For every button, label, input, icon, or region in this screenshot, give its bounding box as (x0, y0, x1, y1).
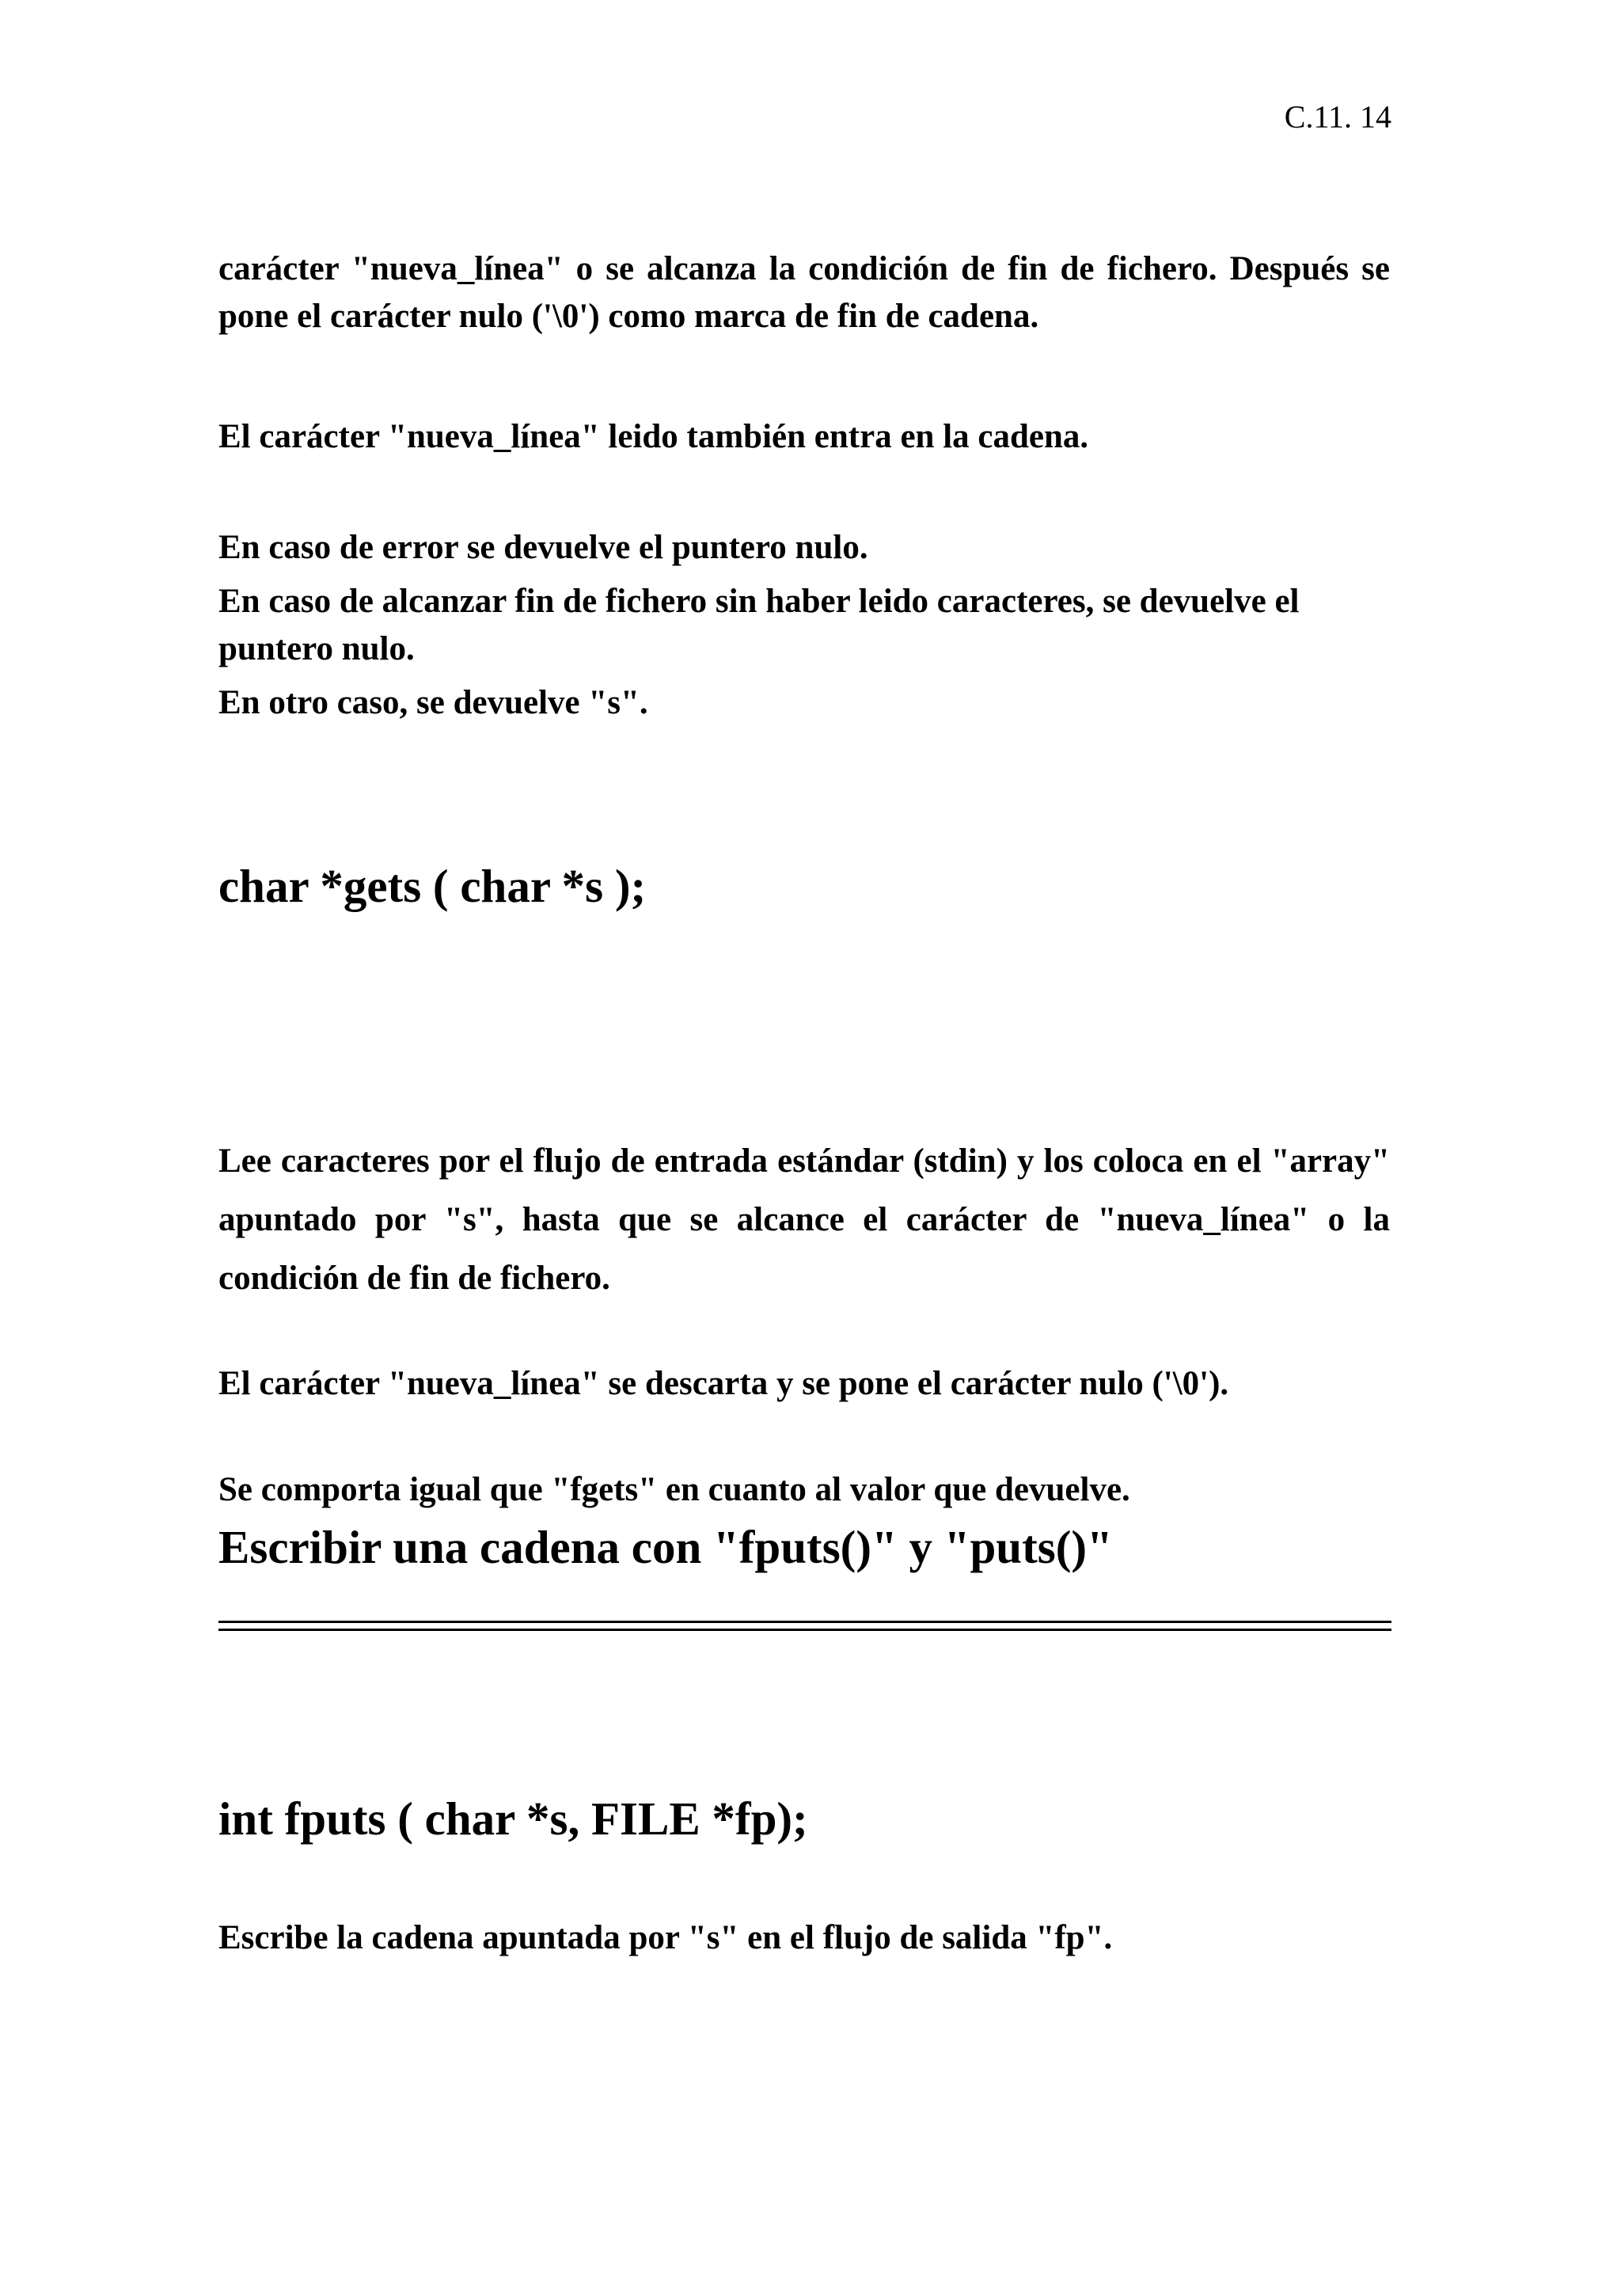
fgets-continuation-paragraph: carácter "nueva_línea" o se alcanza la condición de fin de fichero. Después se pone el carácter nulo ('\0') como marca de fin de cadena. (218, 250, 1390, 335)
gets-newline-note: El carácter "nueva_línea" se descarta y se pone el carácter nulo ('\0'). (218, 1365, 1229, 1402)
fgets-error-return: En caso de error se devuelve el puntero nulo. (218, 529, 868, 566)
fgets-eof-return: En caso de alcanzar fin de fichero sin haber leido caracteres, se devuelve el puntero nulo. (218, 583, 1300, 667)
fgets-newline-note: El carácter "nueva_línea" leido también entra en la cadena. (218, 418, 1089, 455)
gets-return-note: Se comporta igual que "fgets" en cuanto al valor que devuelve. (218, 1471, 1130, 1508)
fputs-signature: int fputs ( char *s, FILE *fp); (218, 1792, 808, 1845)
section-title: Escribir una cadena con "fputs()" y "puts()" (218, 1521, 1113, 1573)
fgets-default-return: En otro caso, se devuelve "s". (218, 684, 648, 721)
page-number: C.11. 14 (1284, 99, 1391, 135)
section-divider-top (218, 1621, 1391, 1623)
section-divider-bottom (218, 1629, 1391, 1631)
gets-description: Lee caracteres por el flujo de entrada estándar (stdin) y los coloca en el "array" apuntado por "s", hasta que se alcance el carácter de "nueva_línea" o la condición de fin de fichero. (218, 1142, 1390, 1297)
gets-signature: char *gets ( char *s ); (218, 860, 647, 912)
fputs-description: Escribe la cadena apuntada por "s" en el flujo de salida "fp". (218, 1919, 1113, 1956)
